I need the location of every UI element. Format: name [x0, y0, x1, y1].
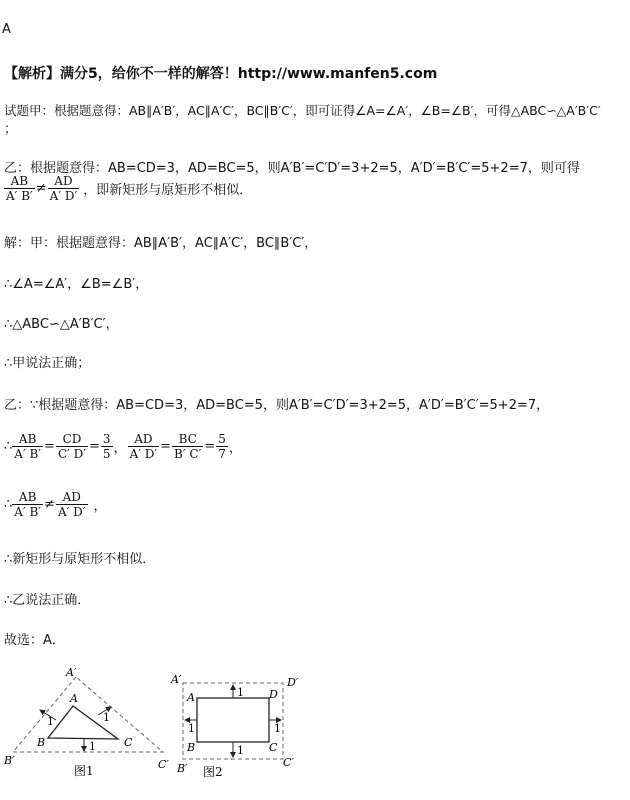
solution-line-8: 故选：A． [4, 633, 65, 648]
solution-line-6: ∴新矩形与原矩形不相似． [4, 552, 156, 567]
equal-sign: = [89, 439, 100, 454]
label-c: C [269, 741, 278, 754]
text-line-1b: ； [4, 122, 18, 137]
not-equal-sign: ≠ [35, 181, 47, 196]
equal-sign: = [204, 439, 216, 454]
label-d: D [269, 688, 278, 701]
fraction-five-sevenths: $\frac{5}{7}$ [218, 432, 226, 461]
label-b: B [187, 741, 196, 754]
fraction-cd: $\frac{CD}{C' D'}$ [57, 432, 87, 461]
figure-1-caption: 图1 [74, 764, 94, 778]
fraction-ad: $\frac{AD}{A' D'}$ [57, 490, 86, 519]
label-c-prime: C′ [158, 758, 169, 771]
fraction-ad: $\frac{AD}{A' D'}$ [49, 174, 78, 203]
text-line-1: 试题甲：根据题意得：AB∥A′B′，AC∥A′C′，BC∥B′C′，即可证得∠A=∠A′，∠B=∠B′，可得△ABC∽△A′B′C′ [4, 103, 601, 118]
solution-line-3: ∴△ABC∽△A′B′C′， [4, 317, 119, 332]
not-equal-sign: ≠ [44, 497, 55, 512]
label-a: A [187, 691, 195, 704]
label-b: B [37, 736, 46, 749]
label-d-prime: D′ [287, 676, 299, 689]
fraction-ab: $\frac{AB}{A' B'}$ [14, 490, 42, 519]
inner-rectangle [197, 698, 269, 742]
outer-triangle [13, 677, 163, 752]
figure-1-triangles [0, 660, 180, 800]
label-c-prime: C′ [283, 756, 294, 769]
label-one-top: 1 [237, 686, 244, 699]
analysis-title: 【解析】满分5，给你不一样的解答！http://www.manfen5.com [4, 66, 438, 82]
figure-2-rectangles [165, 668, 315, 798]
label-c: C [124, 736, 133, 749]
text-line-2: 乙：根据题意得：AB=CD=3，AD=BC=5，则A′B′=C′D′=3+2=5，A′D′=B′C′=5+2=7，则可得 [4, 161, 580, 176]
label-a-prime: A′ [171, 673, 182, 686]
solution-line-7: ∴乙说法正确． [4, 593, 91, 608]
equal-sign: = [44, 439, 55, 454]
fraction-line-conclusion: ∴ $\frac{AB}{A' B'}$ ≠ $\frac{AD}{A' D'}$ ， [4, 490, 107, 519]
answer-header: A [2, 22, 11, 37]
label-one-bottom: 1 [89, 740, 96, 753]
fraction-ad: $\frac{AD}{A' D'}$ [129, 432, 158, 461]
label-a-prime: A′ [66, 666, 77, 679]
fraction-line-analysis [4, 174, 252, 203]
label-one-left: 1 [47, 715, 54, 728]
solution-line-1: 解：甲：根据题意得：AB∥A′B′，AC∥A′C′，BC∥B′C′， [4, 236, 318, 251]
fraction-bc: $\frac{BC}{B' C'}$ [174, 432, 202, 461]
label-a: A [70, 692, 78, 705]
fraction-line-ratios: ∴ $\frac{AB}{A' B'}$ = $\frac{CD}{C' D'}$ = $\frac{3}{5}$ ， $\frac{AD}{A' D'}$ = $\frac{BC}{B' C'}$ = $\frac{5}{7}$ ， [4, 432, 242, 461]
label-one-right: 1 [274, 722, 281, 735]
fraction-three-fifths: $\frac{3}{5}$ [102, 432, 111, 461]
label-one-bottom: 1 [237, 744, 244, 757]
label-b-prime: B′ [4, 754, 15, 767]
solution-line-2: ∴∠A=∠A′，∠B=∠B′， [4, 277, 149, 292]
label-b-prime: B′ [177, 762, 188, 775]
label-one-right: 1 [103, 711, 110, 724]
solution-line-5: 乙：∵根据题意得：AB=CD=3，AD=BC=5，则A′B′=C′D′=3+2=5，A′D′=B′C′=5+2=7， [4, 398, 550, 413]
figure-2-caption: 图2 [203, 765, 223, 779]
label-one-left: 1 [188, 722, 195, 735]
solution-line-4: ∴甲说法正确； [4, 356, 91, 371]
fraction-ab: $\frac{AB}{A' B'}$ [6, 174, 33, 203]
fraction-ab: $\frac{AB}{A' B'}$ [14, 432, 42, 461]
text-line-3-tail: ，即新矩形与原矩形不相似． [83, 183, 253, 198]
equal-sign: = [160, 439, 172, 454]
